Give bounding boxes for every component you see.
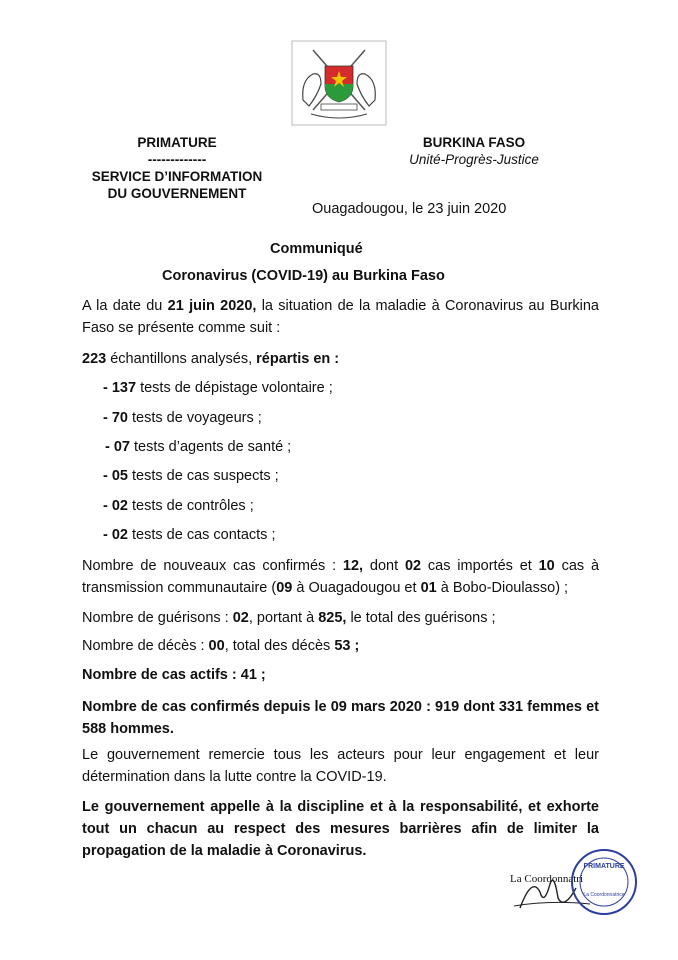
active-cases-line: Nombre de cas actifs : 41 ; [82, 667, 266, 683]
recoveries-count: 02 [232, 610, 249, 626]
gouvernement-label: DU GOUVERNEMENT [107, 186, 247, 201]
list-item [103, 468, 279, 484]
appeal-paragraph: Le gouvernement appelle à la discipline et à la responsabilité, et exhorte tout un chacun au respect des mesures barrières afin de limiter la propagation de la maladie à Coronavirus. [82, 799, 599, 859]
signature-label: La Coordonnatri [510, 873, 584, 885]
test-label: tests de cas contacts ; [128, 527, 276, 543]
bobo-count: 01 [420, 580, 437, 596]
recoveries-line [82, 607, 599, 629]
list-item [103, 527, 276, 543]
recoveries-text: Nombre de guérisons : [82, 610, 233, 626]
intro-paragraph [82, 295, 599, 339]
list-item [103, 498, 254, 514]
test-label: tests de cas suspects ; [128, 468, 279, 484]
header-left [84, 134, 270, 202]
official-stamp-icon [480, 848, 640, 918]
test-count: - 137 [103, 380, 137, 396]
new-cases-text: dont [363, 558, 405, 574]
service-label: SERVICE D’INFORMATION [91, 169, 263, 184]
date-line: Ouagadougou, le 23 juin 2020 [312, 201, 507, 217]
samples-line [82, 348, 599, 370]
new-cases-text: à Bobo-Dioulasso) ; [436, 580, 569, 596]
recoveries-text: , portant à [248, 610, 319, 626]
coat-of-arms-icon [291, 40, 387, 126]
page-subtitle: Coronavirus (COVID-19) au Burkina Faso [162, 268, 445, 284]
country-name: BURKINA FASO [422, 135, 526, 150]
samples-count: 223 [82, 351, 107, 367]
header-divider: ------------- [147, 152, 207, 167]
country-motto: Unité-Progrès-Justice [409, 152, 539, 167]
community-count: 10 [538, 558, 555, 574]
samples-label: répartis en : [256, 351, 340, 367]
intro-text-end: la situation de la maladie à Coronavirus au Burkina Faso se présente comme suit : [82, 298, 599, 336]
new-cases-count: 12, [342, 558, 364, 574]
new-cases-text: Nombre de nouveaux cas confirmés : [82, 558, 343, 574]
deaths-text: , total des décès [224, 638, 335, 654]
list-item [105, 439, 291, 455]
test-count: - 02 [103, 527, 128, 543]
intro-date: 21 juin 2020, [167, 298, 257, 314]
thanks-paragraph: Le gouvernement remercie tous les acteurs pour leur engagement et leur détermination dans la lutte contre la COVID-19. [82, 747, 599, 785]
test-label: tests de voyageurs ; [128, 410, 262, 426]
new-cases-paragraph [82, 555, 599, 599]
imported-count: 02 [404, 558, 422, 574]
new-cases-text: cas à transmission communautaire ( [82, 558, 600, 596]
stamp-subtext: La Coordonnatrice [583, 892, 625, 898]
list-item [103, 410, 262, 426]
header-right [400, 134, 548, 168]
recoveries-text: le total des guérisons ; [346, 610, 496, 626]
ouaga-count: 09 [276, 580, 293, 596]
test-label: tests d’agents de santé ; [130, 439, 292, 455]
test-count: - 02 [103, 498, 128, 514]
page-title: Communiqué [270, 241, 363, 257]
deaths-count: 00 [208, 638, 225, 654]
stamp-text: PRIMATURE [583, 863, 625, 870]
recoveries-total: 825, [318, 610, 347, 626]
test-label: tests de contrôles ; [128, 498, 254, 514]
new-cases-text: cas importés et [421, 558, 539, 574]
new-cases-text: à Ouagadougou et [292, 580, 421, 596]
test-label: tests de dépistage volontaire ; [136, 380, 333, 396]
samples-text: échantillons analysés, [106, 351, 257, 367]
deaths-line [82, 635, 599, 657]
list-item [103, 380, 333, 396]
test-count: - 07 [105, 439, 130, 455]
intro-text: A la date du [82, 298, 168, 314]
primature-label: PRIMATURE [137, 135, 217, 150]
total-cases-paragraph: Nombre de cas confirmés depuis le 09 mars 2020 : 919 dont 331 femmes et 588 hommes. [82, 699, 599, 737]
deaths-total: 53 ; [334, 638, 360, 654]
test-count: - 05 [103, 468, 128, 484]
deaths-text: Nombre de décès : [82, 638, 209, 654]
test-count: - 70 [103, 410, 128, 426]
